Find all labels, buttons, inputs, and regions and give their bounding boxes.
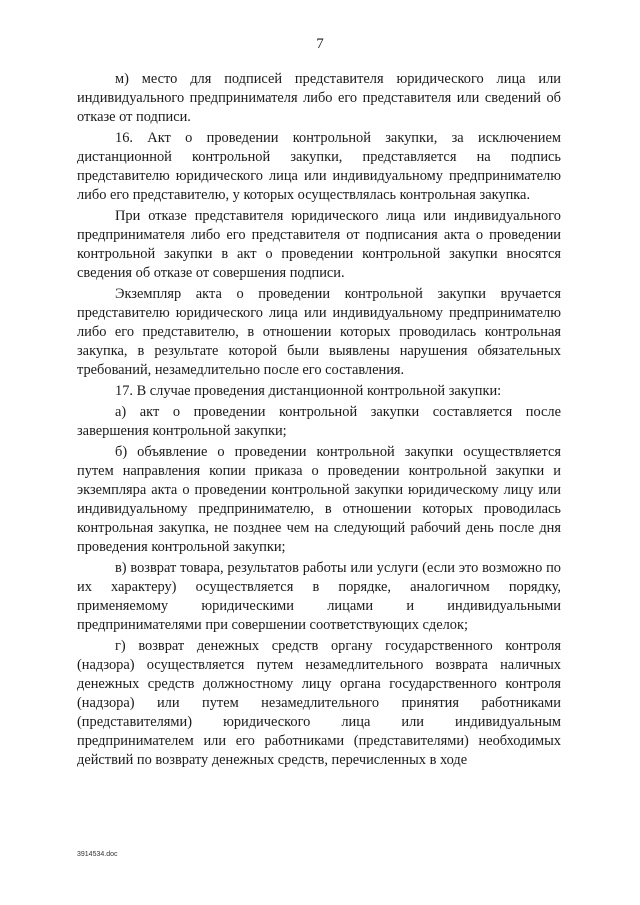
document-body: [77, 70, 561, 772]
paragraph-refusal: При отказе представителя юридического лица или индивидуального предпринимателя либо его представителя от подписания акта о проведении контрольной закупки в акт о проведении контрольной закупки вносятся сведения об отказе от совершения подписи.: [77, 208, 561, 281]
paragraph-17a: а) акт о проведении контрольной закупки составляется после завершения контрольной закупки;: [77, 404, 561, 439]
paragraph-17v: в) возврат товара, результатов работы или услуги (если это возможно по их характеру) осуществляется в порядке, аналогичном порядку, применяемому юридическими лицами и индивидуальными предпринимателями при совершении соответствующих сделок;: [77, 560, 561, 633]
file-name-footer: 3914534.doc: [77, 851, 118, 858]
paragraph-17: 17. В случае проведения дистанционной контрольной закупки:: [115, 383, 502, 399]
paragraph-17b: б) объявление о проведении контрольной закупки осуществляется путем направления копии приказа о проведении контрольной закупки и экземпляра акта о проведении контрольной закупки юридическому лицу или индивидуальному предпринимателю, в отношении которых проводилась контрольная закупка, не позднее чем на следующий рабочий день после дня проведения контрольной закупки;: [77, 444, 561, 555]
paragraph-copy-delivery: Экземпляр акта о проведении контрольной закупки вручается представителю юридического лица или индивидуальному предпринимателю либо его представителю, в отношении которых проводилась контрольная закупка, в результате которой были выявлены нарушения обязательных требований, незамедлительно после его составления.: [77, 286, 561, 378]
page-number: 7: [316, 36, 324, 52]
paragraph-16: 16. Акт о проведении контрольной закупки, за исключением дистанционной контрольной закупки, представляется на подпись представителю юридического лица или индивидуальному предпринимателю либо его представителю, у которых осуществлялась контрольная закупка.: [77, 130, 561, 203]
paragraph-17g: г) возврат денежных средств органу государственного контроля (надзора) осуществляется путем незамедлительного возврата наличных денежных средств должностному лицу органа государственного контроля (надзора) или путем незамедлительного принятия работниками (представителями) юридического лица или индивидуальным предпринимателем или его работниками (представителями) необходимых действий по возврату денежных средств, перечисленных в ходе: [77, 638, 561, 768]
paragraph-m: м) место для подписей представителя юридического лица или индивидуального предпринимателя либо его представителя или сведений об отказе от подписи.: [77, 71, 561, 125]
